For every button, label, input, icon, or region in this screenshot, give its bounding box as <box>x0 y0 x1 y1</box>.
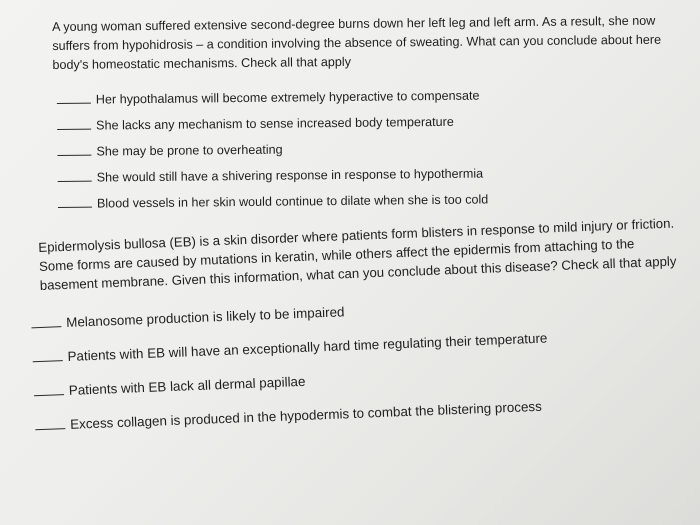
option-text: Patients with EB will have an exceptionally hard time regulating their temperature <box>67 330 548 364</box>
answer-blank[interactable] <box>57 141 91 156</box>
answer-blank[interactable] <box>32 346 63 362</box>
option-text: She lacks any mechanism to sense increased body temperature <box>96 114 454 133</box>
answer-blank[interactable] <box>33 380 64 396</box>
option-text: Blood vessels in her skin would continue to dilate when she is too cold <box>96 192 489 211</box>
answer-blank[interactable] <box>58 167 92 182</box>
option-text: Her hypothalamus will become extremely hyperactive to compensate <box>95 88 480 107</box>
question-1 <box>52 12 674 217</box>
question-2-options <box>31 282 696 443</box>
option-text: Excess collagen is produced in the hypodermis to combat the blistering process <box>69 398 543 432</box>
answer-blank[interactable] <box>58 193 92 208</box>
question-2 <box>38 213 695 443</box>
option-text: She may be prone to overheating <box>96 142 283 159</box>
option-text: Melanosome production is likely to be impaired <box>65 304 345 330</box>
question-1-option[interactable] <box>58 184 674 216</box>
option-text: She would still have a shivering response in response to hypothermia <box>96 166 484 185</box>
answer-blank[interactable] <box>57 89 91 104</box>
question-1-options <box>57 81 674 217</box>
option-text: Patients with EB lack all dermal papillae <box>68 373 306 398</box>
question-1-prompt: A young woman suffered extensive second-degree burns down her left leg and left arm. As a result, she now suffers from hypohidrosis – a condition involving the absence of sweating. What can you conclude about here body's homeostatic mechanisms. Check all that apply <box>52 13 662 72</box>
answer-blank[interactable] <box>57 115 91 130</box>
answer-blank[interactable] <box>31 312 62 328</box>
answer-blank[interactable] <box>35 414 66 430</box>
question-2-prompt: Epidermolysis bullosa (EB) is a skin disorder where patients form blisters in response to mild injury or friction. Some forms are caused by mutations in keratin, while others affect the epidermis from attaching to the basement membrane. Given this information, what can you conclude about this disease? Check all that apply <box>38 215 677 293</box>
